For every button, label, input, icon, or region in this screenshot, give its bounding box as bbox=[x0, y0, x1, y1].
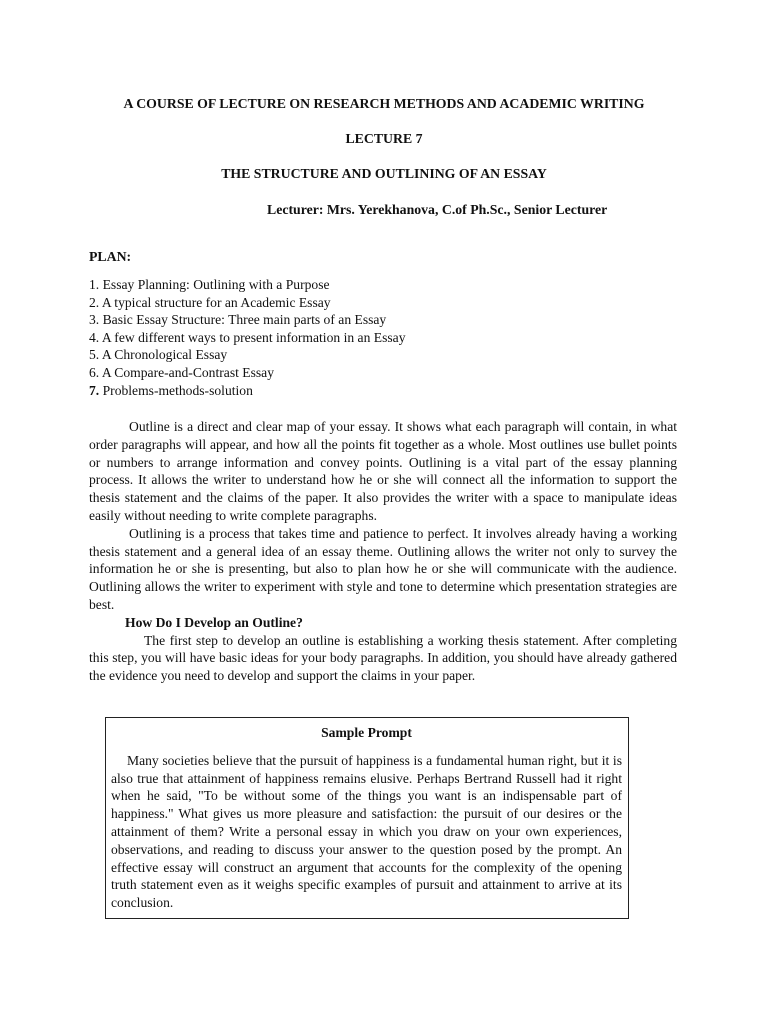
plan-item: 3. Basic Essay Structure: Three main parts of an Essay bbox=[89, 312, 387, 328]
plan-item: 4. A few different ways to present information in an Essay bbox=[89, 329, 406, 345]
plan-item bbox=[89, 382, 406, 400]
lecture-topic: THE STRUCTURE AND OUTLINING OF AN ESSAY bbox=[221, 166, 547, 181]
sample-prompt-title: Sample Prompt bbox=[321, 725, 412, 740]
plan-item: 5. A Chronological Essay bbox=[89, 347, 228, 363]
plan-item-text: Problems-methods-solution bbox=[99, 382, 253, 398]
plan-item-number: 7. bbox=[89, 382, 100, 398]
subheading-develop-outline: How Do I Develop an Outline? bbox=[125, 614, 303, 630]
paragraph-outline-definition: Outline is a direct and clear map of your essay. It shows what each paragraph will contain, in what order paragraphs will appear, and how all the points fit together as a whole. Most outlines use bullet points or numbers to arrange information and convey points. Outlining is a vital part of the essay planning process. It allows the writer to understand how he or she will connect all the information to support the thesis statement and the claims of the paper. It also provides the writer with a space to manipulate ideas easily without needing to write complete paragraphs. bbox=[89, 419, 677, 523]
sample-prompt-text: Many societies believe that the pursuit of happiness is a fundamental human right, but it is also true that attainment of happiness remains elusive. Perhaps Bertrand Russell had it right when he said, "To be without some of the things you want is an indispensable part of happiness." What gives us more pleasure and satisfaction: the pursuit of our desires or the attainment of them? Write a personal essay in which you draw on your own experiences, observations, and reading to discuss your answer to the question posed by the prompt. An effective essay will construct an argument that accounts for the complexity of the opening truth statement even as it weighs specific examples of pursuit and attainment to arrive at its conclusion. bbox=[111, 752, 622, 911]
plan-list bbox=[89, 276, 406, 399]
paragraph-outlining-process: Outlining is a process that takes time and patience to perfect. It involves already having a working thesis statement and a general idea of an essay theme. Outlining allows the writer not only to survey the information he or she is presenting, but also to plan how he or she will communicate with the audience. Outlining allows the writer to experiment with style and tone to determine which presentation strategies are best. bbox=[89, 525, 677, 612]
lecturer-line: Lecturer: Mrs. Yerekhanova, C.of Ph.Sc., Senior Lecturer bbox=[267, 202, 608, 217]
plan-item: 6. A Compare-and-Contrast Essay bbox=[89, 364, 274, 380]
paragraph-first-step: The first step to develop an outline is establishing a working thesis statement. After completing this step, you will have basic ideas for your body paragraphs. In addition, you should have already gathered the evidence you need to develop and support the claims in your paper. bbox=[89, 632, 677, 684]
lecture-number: LECTURE 7 bbox=[345, 131, 423, 146]
plan-item: 1. Essay Planning: Outlining with a Purpose bbox=[89, 277, 330, 292]
plan-item: 2. A typical structure for an Academic Essay bbox=[89, 294, 331, 310]
plan-heading: PLAN: bbox=[89, 249, 132, 264]
course-title: A COURSE OF LECTURE ON RESEARCH METHODS AND ACADEMIC WRITING bbox=[123, 96, 645, 111]
sample-prompt-box bbox=[105, 717, 629, 919]
body-text bbox=[89, 418, 677, 685]
